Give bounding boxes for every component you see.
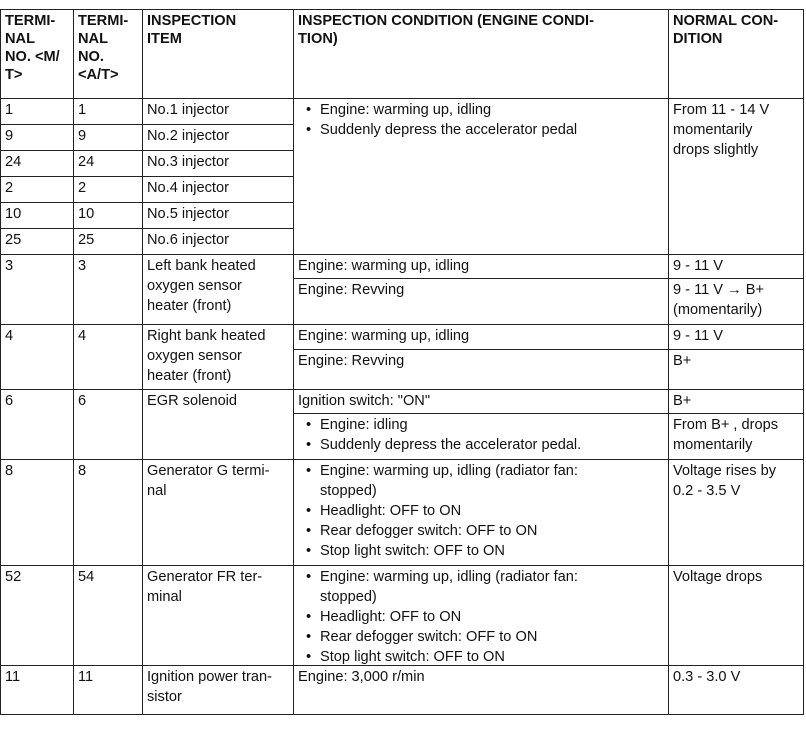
cell-terminal-mt: 10 [0,202,74,229]
cell-terminal-at: 2 [73,176,143,203]
header-inspection-condition: INSPECTION CONDITION (ENGINE CONDI- TION) [293,9,669,99]
cell-terminal-mt: 6 [0,389,74,460]
cell-terminal-at: 24 [73,150,143,177]
cell-inspection-item: Generator FR ter- minal [142,565,294,666]
cell-condition: Engine: warming up, idling [293,254,669,279]
cell-normal: From B+ , drops momentarily [668,413,804,460]
cell-condition: Ignition switch: "ON" [293,389,669,414]
cell-terminal-mt: 1 [0,98,74,125]
cell-terminal-mt: 24 [0,150,74,177]
cell-inspection-item: Ignition power tran- sistor [142,665,294,715]
cell-normal: B+ [668,389,804,414]
cell-normal: 9 - 11 V [668,254,804,279]
cell-terminal-at: 4 [73,324,143,390]
cell-terminal-at: 10 [73,202,143,229]
cell-terminal-mt: 25 [0,228,74,255]
cell-normal: 9 - 11 V → B+ (momentarily) [668,278,804,325]
cell-terminal-mt: 4 [0,324,74,390]
cell-condition: • Engine: idling • Suddenly depress the accelerator pedal. [293,413,669,460]
cell-terminal-mt: 9 [0,124,74,151]
cell-terminal-at: 25 [73,228,143,255]
cell-normal: B+ [668,349,804,390]
header-normal-condition: NORMAL CON- DITION [668,9,804,99]
cell-inspection-item: No.1 injector [142,98,294,125]
cell-inspection-item: No.5 injector [142,202,294,229]
cell-condition: Engine: Revving [293,349,669,390]
cell-injector-condition: • Engine: warming up, idling • Suddenly depress the accelerator pedal [293,98,669,255]
cell-normal: Voltage drops [668,565,804,666]
cell-terminal-at: 9 [73,124,143,151]
cell-terminal-at: 6 [73,389,143,460]
cell-terminal-at: 8 [73,459,143,566]
cell-inspection-item: Right bank heated oxygen sensor heater (front) [142,324,294,390]
cell-condition: Engine: 3,000 r/min [293,665,669,715]
cell-inspection-item: Left bank heated oxygen sensor heater (front) [142,254,294,325]
cell-terminal-mt: 2 [0,176,74,203]
cell-normal: 9 - 11 V [668,324,804,350]
cell-terminal-mt: 8 [0,459,74,566]
cell-inspection-item: No.2 injector [142,124,294,151]
cell-condition: • Engine: warming up, idling (radiator fan: stopped) • Headlight: OFF to ON • Rear defogger switch: OFF to ON • Stop light switch: OFF to ON [293,565,669,666]
cell-terminal-at: 3 [73,254,143,325]
header-inspection-item: INSPECTION ITEM [142,9,294,99]
cell-terminal-mt: 3 [0,254,74,325]
cell-normal: Voltage rises by 0.2 - 3.5 V [668,459,804,566]
cell-normal: 0.3 - 3.0 V [668,665,804,715]
cell-condition: Engine: warming up, idling [293,324,669,350]
cell-inspection-item: EGR solenoid [142,389,294,460]
cell-inspection-item: No.6 injector [142,228,294,255]
cell-condition: Engine: Revving [293,278,669,325]
cell-terminal-mt: 11 [0,665,74,715]
header-terminal-mt: TERMI- NAL NO. <M/ T> [0,9,74,99]
cell-inspection-item: Generator G termi- nal [142,459,294,566]
cell-inspection-item: No.3 injector [142,150,294,177]
cell-terminal-mt: 52 [0,565,74,666]
cell-condition: • Engine: warming up, idling (radiator fan: stopped) • Headlight: OFF to ON • Rear defogger switch: OFF to ON • Stop light switch: OFF to ON [293,459,669,566]
cell-terminal-at: 54 [73,565,143,666]
cell-terminal-at: 11 [73,665,143,715]
header-terminal-at: TERMI- NAL NO. <A/T> [73,9,143,99]
cell-injector-normal: From 11 - 14 V momentarily drops slightly [668,98,804,255]
cell-inspection-item: No.4 injector [142,176,294,203]
cell-terminal-at: 1 [73,98,143,125]
